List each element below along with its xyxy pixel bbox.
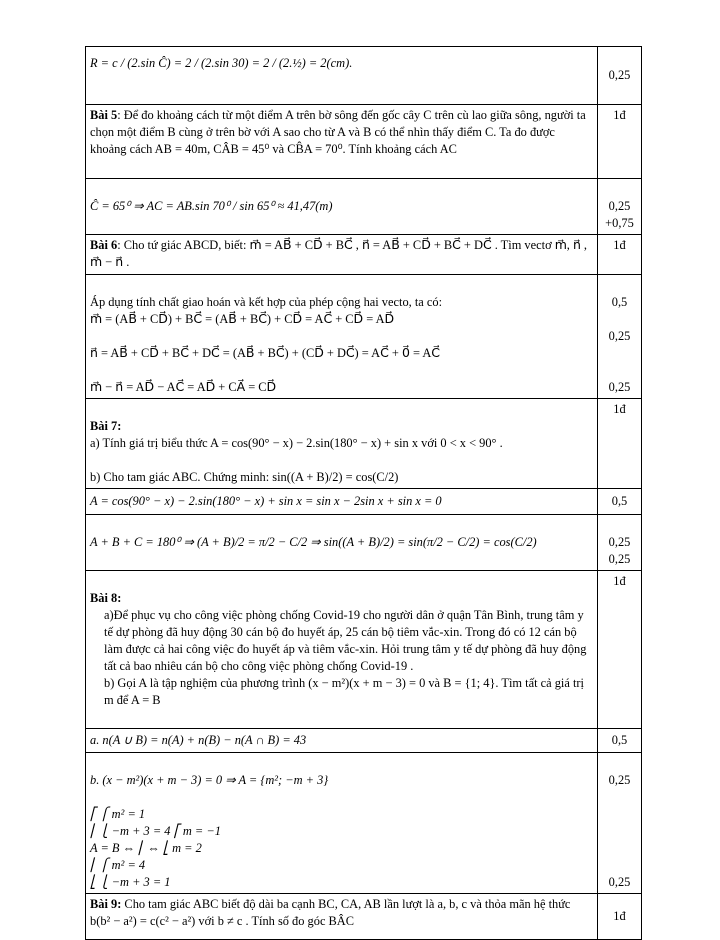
formula-text: R = c / (2.sin Ĉ) = 2 / (2.sin 30) = 2 / (2.½) = 2(cm).	[90, 56, 353, 70]
score-cell	[598, 729, 642, 753]
score-cell	[598, 235, 642, 275]
score-text: 1đ	[613, 108, 626, 122]
score-cell	[598, 753, 642, 894]
solution-text: A = cos(90° − x) − 2.sin(180° − x) + sin x = sin x − 2sin x + sin x = 0	[90, 494, 442, 508]
table-row	[86, 275, 642, 399]
problem-title: Bài 8:	[90, 591, 122, 605]
score-text: 1đ	[613, 402, 626, 416]
table-row	[86, 515, 642, 571]
solution-text: a. n(A ∪ B) = n(A) + n(B) − n(A ∩ B) = 43	[90, 733, 307, 747]
solution-text: Áp dụng tính chất giao hoán và kết hợp của phép cộng hai vecto, ta có: m⃗ = (AB⃗ + CD⃗) + BC⃗ = (AB⃗ + BC⃗) + CD⃗ = AC⃗ + CD⃗ = AD⃗ n⃗ = AB⃗ + CD⃗ + BC⃗ + DC⃗ = (AB⃗ + BC⃗) + (CD⃗ + DC⃗) = AC⃗ + 0⃗ = AC⃗ m⃗ − n⃗ = AD⃗ − AC⃗ = AD⃗ + CA⃗ = CD⃗	[90, 295, 443, 394]
content-cell	[86, 105, 598, 179]
score-cell	[598, 489, 642, 515]
problem-text: a) Tính giá trị biểu thức A = cos(90° − x) − 2.sin(180° − x) + sin x với 0 < x < 90° . b) Cho tam giác ABC. Chứng minh: sin((A + B)/2) = cos(C/2)	[90, 436, 503, 484]
answer-table	[85, 46, 642, 940]
solution-text: Ĉ = 65⁰ ⇒ AC = AB.sin 70⁰ / sin 65⁰ ≈ 41,47(m)	[90, 199, 333, 213]
table-row	[86, 105, 642, 179]
score-cell	[598, 894, 642, 940]
problem-text: : Để đo khoảng cách từ một điểm A trên bờ sông đến gốc cây C trên cù lao giữa sông, người ta chọn một điểm B cùng ở trên bờ với A sao cho từ A và B có thể nhìn thấy điểm C. Ta đo được khoảng cách AB = 40m, CÂB = 45⁰ và CB̂A = 70⁰. Tính khoảng cách AC	[90, 108, 586, 156]
table-row	[86, 179, 642, 235]
content-cell	[86, 179, 598, 235]
score-text: 0,25 0,25	[608, 773, 631, 889]
score-cell	[598, 399, 642, 489]
table-row	[86, 47, 642, 105]
problem-title: Bài 6	[90, 238, 118, 252]
score-cell	[598, 47, 642, 105]
score-text: 0,25	[608, 68, 631, 82]
content-cell	[86, 571, 598, 729]
solution-text: A + B + C = 180⁰ ⇒ (A + B)/2 = π/2 − C/2 ⇒ sin((A + B)/2) = sin(π/2 − C/2) = cos(C/2)	[90, 535, 537, 549]
score-cell	[598, 179, 642, 235]
score-cell	[598, 105, 642, 179]
score-text: 0,25 0,25	[608, 535, 631, 566]
score-text: 1đ	[613, 909, 626, 923]
score-text: 1đ	[613, 574, 626, 588]
content-cell	[86, 275, 598, 399]
table-row	[86, 753, 642, 894]
problem-title: Bài 5	[90, 108, 118, 122]
score-text: 0,5	[611, 733, 628, 747]
content-cell	[86, 753, 598, 894]
content-cell	[86, 47, 598, 105]
score-text: 0,5	[611, 494, 628, 508]
content-cell	[86, 894, 598, 940]
score-text: 1đ	[613, 238, 626, 252]
problem-text: Cho tam giác ABC biết độ dài ba cạnh BC, CA, AB lần lượt là a, b, c và thỏa mãn hệ thức b(b² − a²) = c(c² − a²) với b ≠ c . Tính số đo góc BÂC	[90, 897, 571, 928]
problem-text: a)Để phục vụ cho công việc phòng chống Covid-19 cho người dân ở quận Tân Bình, trung tâm y tế dự phòng đã huy động 30 cán bộ đo huyết áp, 25 cán bộ tiêm vắc-xin. Trong đó có 12 cán bộ làm được cả hai công việc đo huyết áp và tiêm vắc-xin. Hỏi trung tâm y tế dự phòng đã huy động tất cả bao nhiêu cán bộ cho công việc phòng chống Covid-19 . b) Gọi A là tập nghiệm của phương trình (x − m²)(x + m − 3) = 0 và B = {1; 4}. Tìm tất cả giá trị m để A = B	[104, 608, 587, 707]
table-row	[86, 235, 642, 275]
table-row	[86, 894, 642, 940]
score-text: 0,5 0,25 0,25	[608, 295, 631, 394]
score-cell	[598, 571, 642, 729]
content-cell	[86, 515, 598, 571]
solution-text: b. (x − m²)(x + m − 3) = 0 ⇒ A = {m²; −m + 3} ⎡ ⎧ m² = 1 ⎢ ⎩ −m + 3 = 4 ⎡ m = −1 A = B ⇔ ⎢ ⇔ ⎣ m = 2 ⎢ ⎧ m² = 4 ⎣ ⎩ −m + 3 = 1	[90, 773, 329, 889]
score-text: 0,25 +0,75	[605, 199, 634, 230]
content-cell	[86, 729, 598, 753]
content-cell	[86, 235, 598, 275]
content-cell	[86, 489, 598, 515]
problem-text: : Cho tứ giác ABCD, biết: m⃗ = AB⃗ + CD⃗ + BC⃗ , n⃗ = AB⃗ + CD⃗ + BC⃗ + DC⃗ . Tìm vectơ m⃗, n⃗ , m⃗ − n⃗ .	[90, 238, 588, 269]
table-row	[86, 729, 642, 753]
table-row	[86, 571, 642, 729]
table-row	[86, 489, 642, 515]
score-cell	[598, 515, 642, 571]
table-row	[86, 399, 642, 489]
problem-title: Bài 7:	[90, 419, 122, 433]
score-cell	[598, 275, 642, 399]
content-cell	[86, 399, 598, 489]
problem-title: Bài 9:	[90, 897, 122, 911]
